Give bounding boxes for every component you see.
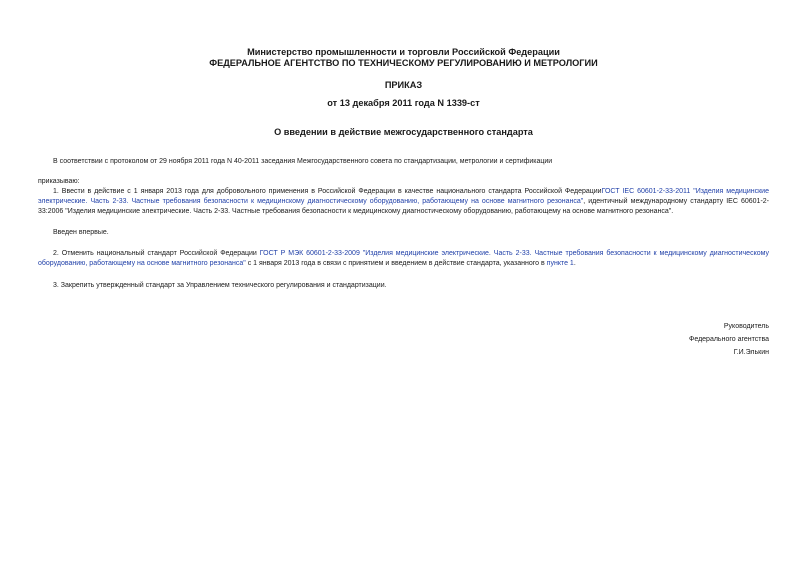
agency-title: ФЕДЕРАЛЬНОЕ АГЕНТСТВО ПО ТЕХНИЧЕСКОМУ РЕГУЛИРОВАНИЮ И МЕТРОЛОГИИ [209, 58, 598, 68]
item-2-text: 2. Отменить национальный стандарт Российской Федерации [53, 250, 260, 257]
gost-iec-60601-link[interactable]: ГОСТ IEC 60601-2-33-2011 "Изделия медицинские электрические. Часть 2-33. Частные требования безопасности к медицинскому диагностическому оборудованию, работающему на основе магнитного резонанса" [38, 188, 769, 205]
gost-r-mek-60601-link[interactable]: ГОСТ Р МЭК 60601-2-33-2009 "Изделия медицинские электрические. Часть 2-33. Частные требования безопасности к медицинскому диагностическому оборудованию, работающему на основе магнитного резонанса" [38, 250, 770, 267]
first-time-text: Введен впервые. [53, 229, 109, 236]
preamble-text: В соответствии с протоколом от 29 ноября 2011 года N 40-2011 заседания Межгосударственного совета по стандартизации, метрологии и сертификации [53, 158, 553, 165]
item-2-mid: с 1 января 2013 года в связи с принятием и введением в действие стандарта, указанного в [245, 260, 547, 267]
item-3-text: 3. Закрепить утвержденный стандарт за Управлением технического регулирования и стандартизации. [53, 282, 387, 289]
preamble-paragraph [38, 157, 769, 167]
first-time-paragraph [38, 228, 769, 238]
ministry-title: Министерство промышленности и торговли Российской Федерации [247, 47, 560, 57]
item-1-tail: , идентичный международному стандарту IEC 60601-2-33:2006 "Изделия медицинские электрические. Часть 2-33. Частные требования безопасности к медицинскому диагностическому оборудованию, работающему на основе магнитного резонанса". [38, 198, 769, 215]
point-1-link[interactable]: пункте 1 [546, 260, 574, 267]
signature-position: Руководитель [723, 323, 769, 330]
item-3-paragraph [38, 281, 769, 291]
order-subject: О введении в действие межгосударственного стандарта [274, 127, 533, 137]
item-2-end: . [573, 260, 576, 267]
item-1-text: 1. Ввести в действие с 1 января 2013 года для добровольного применения в Российской Федерации в качестве национального стандарта Российской Федерации [53, 188, 602, 195]
item-1-paragraph [38, 187, 769, 217]
document-type: ПРИКАЗ [384, 80, 423, 90]
date-number: от 13 декабря 2011 года N 1339-ст [327, 98, 480, 108]
signature-name: Г.И.Элькин [733, 349, 769, 356]
order-word: приказываю: [38, 178, 80, 185]
item-2-paragraph [38, 249, 769, 269]
signature-agency: Федерального агентства [689, 336, 769, 343]
signature-block [689, 320, 769, 359]
